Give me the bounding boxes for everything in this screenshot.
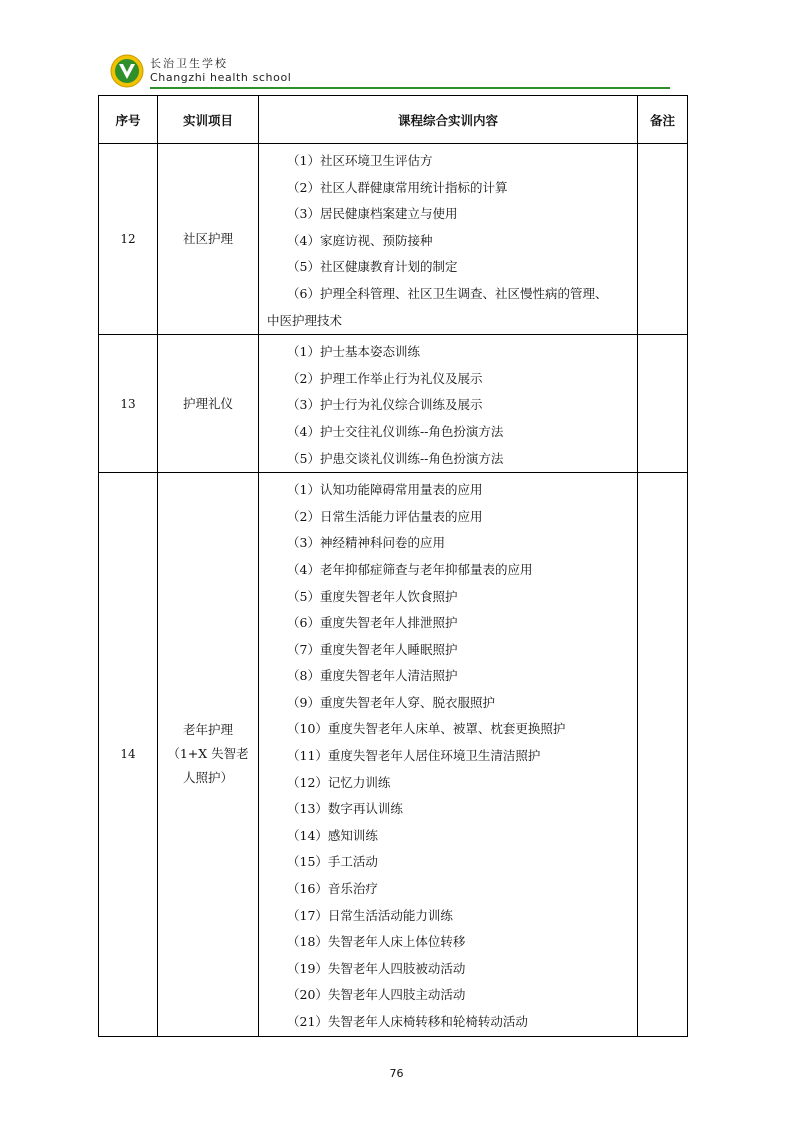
- project-line: 老年护理: [182, 722, 233, 738]
- list-item: （14）感知训练: [287, 827, 378, 843]
- project-line: 人照护）: [182, 770, 233, 786]
- row-num: 14: [99, 473, 158, 1036]
- list-item: （1）认知功能障碍常用量表的应用: [287, 482, 483, 498]
- row-note: [638, 335, 688, 473]
- row-num: 13: [99, 335, 158, 473]
- list-item: （5）社区健康教育计划的制定: [287, 259, 458, 275]
- table-row: [99, 144, 688, 335]
- row-note: [638, 144, 688, 335]
- list-item: （12）记忆力训练: [287, 774, 391, 790]
- col-header-content: 课程综合实训内容: [259, 96, 638, 144]
- row-project: 社区护理: [158, 144, 259, 335]
- list-item: （10）重度失智老年人床单、被罩、枕套更换照护: [287, 721, 566, 737]
- table-row: [99, 335, 688, 473]
- list-item: （16）音乐治疗: [287, 881, 378, 897]
- list-item: （4）护士交往礼仪训练--角色扮演方法: [287, 423, 504, 439]
- training-table: [98, 95, 688, 1037]
- row-content: [259, 335, 638, 473]
- table-row: [99, 473, 688, 1036]
- col-header-num: 序号: [99, 96, 158, 144]
- project-line: （1+X 失智老: [167, 746, 249, 762]
- row-project: 护理礼仪: [158, 335, 259, 473]
- list-item: （5）护患交谈礼仪训练--角色扮演方法: [287, 450, 504, 466]
- school-name-en: Changzhi health school: [150, 71, 292, 84]
- row-content: [259, 473, 638, 1036]
- list-item: （11）重度失智老年人居住环境卫生清洁照护: [287, 748, 541, 764]
- list-item: （4）家庭访视、预防接种: [287, 232, 433, 248]
- list-item: （1）社区环境卫生评估方: [287, 153, 433, 168]
- list-item: （15）手工活动: [287, 854, 378, 870]
- row-num: 12: [99, 144, 158, 335]
- list-item: （3）神经精神科问卷的应用: [287, 535, 445, 551]
- list-item: （3）护士行为礼仪综合训练及展示: [287, 397, 483, 413]
- list-item: （2）社区人群健康常用统计指标的计算: [287, 179, 508, 195]
- col-header-note: 备注: [638, 96, 688, 144]
- list-item: （9）重度失智老年人穿、脱衣服照护: [287, 694, 495, 710]
- list-item: 中医护理技术: [267, 312, 343, 328]
- page-number: 76: [389, 1067, 404, 1080]
- list-item: （6）重度失智老年人排泄照护: [287, 615, 458, 631]
- list-item: （7）重度失智老年人睡眠照护: [287, 641, 458, 657]
- list-item: （17）日常生活活动能力训练: [287, 907, 453, 923]
- row-note: [638, 473, 688, 1036]
- list-item: （18）失智老年人床上体位转移: [287, 934, 466, 950]
- list-item: （1）护士基本姿态训练: [287, 344, 420, 360]
- list-item: （20）失智老年人四肢主动活动: [287, 987, 466, 1003]
- col-header-project: 实训项目: [158, 96, 259, 144]
- school-emblem-icon: [110, 54, 144, 88]
- list-item: （21）失智老年人床椅转移和轮椅转动活动: [287, 1014, 528, 1029]
- list-item: （6）护理全科管理、社区卫生调查、社区慢性病的管理、: [287, 285, 608, 301]
- row-project: [158, 473, 259, 1036]
- list-item: （5）重度失智老年人饮食照护: [287, 588, 458, 604]
- school-name-cn: 长治卫生学校: [150, 57, 228, 70]
- header-divider: [150, 87, 670, 89]
- row-content: [259, 144, 638, 335]
- list-item: （3）居民健康档案建立与使用: [287, 206, 458, 222]
- list-item: （19）失智老年人四肢被动活动: [287, 960, 466, 976]
- page-header: [110, 52, 670, 92]
- list-item: （13）数字再认训练: [287, 801, 403, 817]
- table-header-row: [99, 96, 688, 144]
- list-item: （2）日常生活能力评估量表的应用: [287, 508, 483, 524]
- list-item: （4）老年抑郁症筛查与老年抑郁量表的应用: [287, 561, 533, 577]
- list-item: （2）护理工作举止行为礼仪及展示: [287, 370, 483, 386]
- list-item: （8）重度失智老年人清洁照护: [287, 668, 458, 684]
